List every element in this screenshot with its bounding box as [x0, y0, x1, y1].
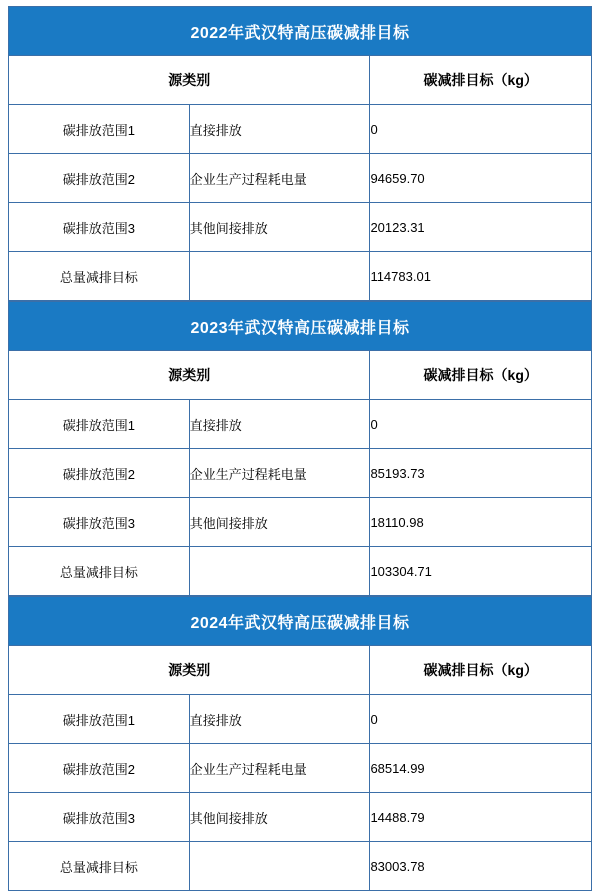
scope-label: 碳排放范围1	[9, 400, 190, 449]
header-source-category: 源类别	[9, 351, 370, 400]
table	[8, 301, 592, 596]
table-header-row	[9, 56, 592, 105]
table-row	[9, 203, 592, 252]
source-label: 直接排放	[189, 695, 370, 744]
table-row	[9, 498, 592, 547]
table-title-row	[9, 302, 592, 351]
table-row	[9, 154, 592, 203]
source-label: 直接排放	[189, 400, 370, 449]
table-row	[9, 449, 592, 498]
source-label: 其他间接排放	[189, 498, 370, 547]
table	[8, 6, 592, 301]
source-label: 企业生产过程耗电量	[189, 449, 370, 498]
value-cell: 68514.99	[370, 744, 592, 793]
table-total-row	[9, 842, 592, 891]
total-label: 总量减排目标	[9, 842, 190, 891]
source-label: 直接排放	[189, 105, 370, 154]
source-label	[189, 547, 370, 596]
table-title: 2024年武汉特高压碳减排目标	[9, 597, 592, 646]
table-row	[9, 400, 592, 449]
source-label: 企业生产过程耗电量	[189, 154, 370, 203]
source-label: 其他间接排放	[189, 793, 370, 842]
value-cell: 18110.98	[370, 498, 592, 547]
value-cell: 85193.73	[370, 449, 592, 498]
value-cell: 0	[370, 400, 592, 449]
scope-label: 碳排放范围1	[9, 695, 190, 744]
total-value-cell: 103304.71	[370, 547, 592, 596]
scope-label: 碳排放范围3	[9, 498, 190, 547]
table-title-row	[9, 7, 592, 56]
table-title: 2022年武汉特高压碳减排目标	[9, 7, 592, 56]
source-label	[189, 252, 370, 301]
value-cell: 0	[370, 105, 592, 154]
carbon-target-table-2022	[8, 6, 592, 301]
table-row	[9, 105, 592, 154]
source-label: 企业生产过程耗电量	[189, 744, 370, 793]
header-reduction-target: 碳减排目标（kg）	[370, 646, 592, 695]
table-header-row	[9, 351, 592, 400]
scope-label: 碳排放范围2	[9, 744, 190, 793]
scope-label: 碳排放范围3	[9, 793, 190, 842]
header-reduction-target: 碳减排目标（kg）	[370, 56, 592, 105]
value-cell: 20123.31	[370, 203, 592, 252]
total-label: 总量减排目标	[9, 547, 190, 596]
value-cell: 94659.70	[370, 154, 592, 203]
total-value-cell: 83003.78	[370, 842, 592, 891]
table-title: 2023年武汉特高压碳减排目标	[9, 302, 592, 351]
scope-label: 碳排放范围1	[9, 105, 190, 154]
value-cell: 14488.79	[370, 793, 592, 842]
header-reduction-target: 碳减排目标（kg）	[370, 351, 592, 400]
scope-label: 碳排放范围2	[9, 154, 190, 203]
value-cell: 0	[370, 695, 592, 744]
table-header-row	[9, 646, 592, 695]
source-label: 其他间接排放	[189, 203, 370, 252]
table-row	[9, 744, 592, 793]
total-value-cell: 114783.01	[370, 252, 592, 301]
table-row	[9, 695, 592, 744]
scope-label: 碳排放范围2	[9, 449, 190, 498]
table-total-row	[9, 252, 592, 301]
total-label: 总量减排目标	[9, 252, 190, 301]
header-source-category: 源类别	[9, 646, 370, 695]
table-title-row	[9, 597, 592, 646]
source-label	[189, 842, 370, 891]
header-source-category: 源类别	[9, 56, 370, 105]
carbon-target-table-2024	[8, 596, 592, 891]
table-total-row	[9, 547, 592, 596]
table	[8, 596, 592, 891]
scope-label: 碳排放范围3	[9, 203, 190, 252]
carbon-target-table-2023	[8, 301, 592, 596]
table-row	[9, 793, 592, 842]
